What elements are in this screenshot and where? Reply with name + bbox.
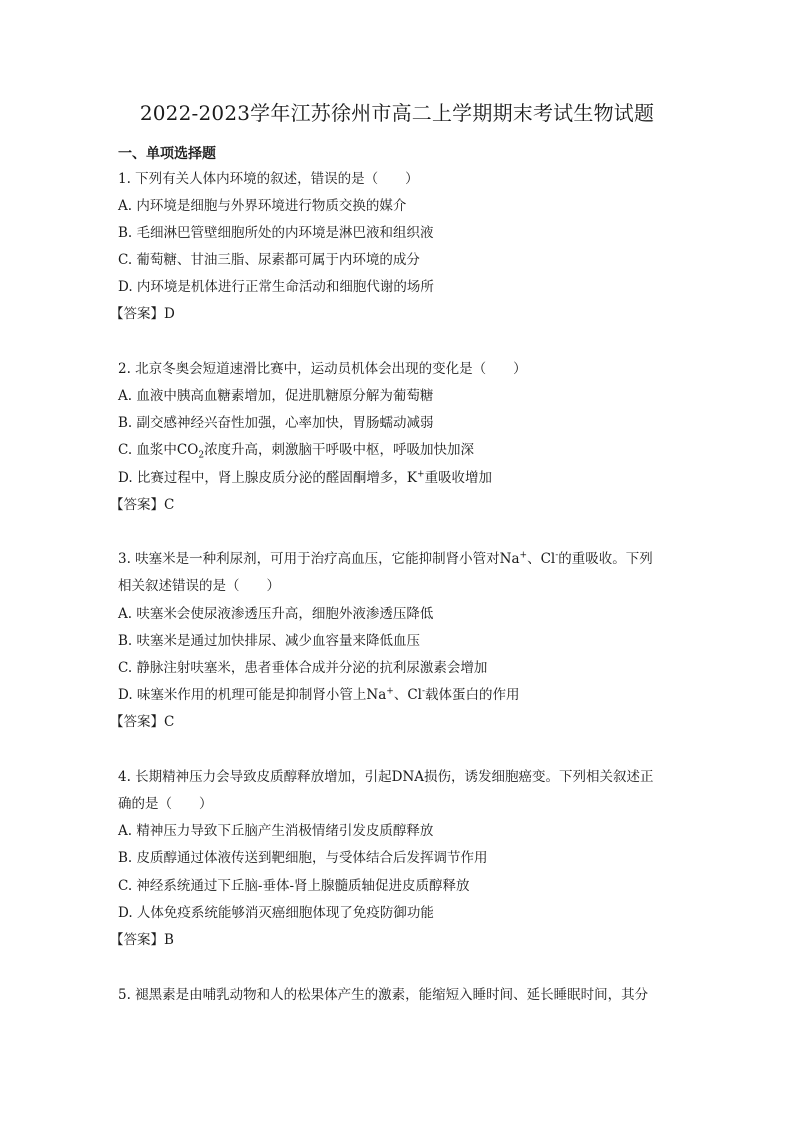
question-1-stem: 1. 下列有关人体内环境的叙述，错误的是（ ） [118,171,419,187]
question-4-answer: 【答案】B [110,932,174,948]
question-1-option-b: B. 毛细淋巴管壁细胞所处的内环境是淋巴液和组织液 [118,225,434,241]
question-2-answer: 【答案】C [110,497,175,513]
question-5-stem: 5. 褪黑素是由哺乳动物和人的松果体产生的激素，能缩短入睡时间、延长睡眠时间，其分 [118,987,649,1003]
question-3-stem: 3. 呋塞米是一种利尿剂，可用于治疗高血压，它能抑制肾小管对Na+、Cl-的重吸收。下列 [118,550,653,567]
question-2-option-b: B. 副交感神经兴奋性加强，心率加快，胃肠蠕动减弱 [118,415,434,431]
question-3-answer: 【答案】C [110,714,175,730]
question-3-option-a: A. 呋塞米会使尿液渗透压升高，细胞外液渗透压降低 [118,606,434,622]
question-3-option-b: B. 呋塞米是通过加快排尿、减少血容量来降低血压 [118,633,421,649]
section-heading: 一、单项选择题 [118,146,216,162]
question-1-answer: 【答案】D [110,306,175,322]
question-2-option-d: D. 比赛过程中，肾上腺皮质分泌的醛固酮增多，K+重吸收增加 [118,469,493,486]
question-2-stem: 2. 北京冬奥会短道速滑比赛中，运动员机体会出现的变化是（ ） [118,361,527,377]
question-4-option-b: B. 皮质醇通过体液传送到靶细胞，与受体结合后发挥调节作用 [118,850,488,866]
question-1-option-c: C. 葡萄糖、甘油三脂、尿素都可属于内环境的成分 [118,252,420,268]
question-4-option-c: C. 神经系统通过下丘脑-垂体-肾上腺髓质轴促进皮质醇释放 [118,878,470,894]
question-3-option-c: C. 静脉注射呋塞米，患者垂体合成并分泌的抗利尿激素会增加 [118,660,488,676]
question-2-option-c: C. 血浆中$CO_2$浓度升高，刺激脑干呼吸中枢，呼吸加快加深 [118,442,475,461]
question-4-option-d: D. 人体免疫系统能够消灭癌细胞体现了免疫防御功能 [118,905,434,921]
document-title: 2022-2023学年江苏徐州市高二上学期期末考试生物试题 [139,101,655,125]
question-3-option-d: D. 味塞米作用的机理可能是抑制肾小管上Na+、Cl-载体蛋白的作用 [118,686,520,703]
question-4-stem-continued: 确的是（ ） [118,796,213,812]
question-1-option-a: A. 内环境是细胞与外界环境进行物质交换的媒介 [118,198,407,214]
question-4-stem: 4. 长期精神压力会导致皮质醇释放增加，引起DNA损伤，诱发细胞癌变。下列相关叙述正 [118,769,654,785]
question-3-stem-continued: 相关叙述错误的是（ ） [118,578,280,594]
question-1-option-d: D. 内环境是机体进行正常生命活动和细胞代谢的场所 [118,279,434,295]
question-4-option-a: A. 精神压力导致下丘脑产生消极情绪引发皮质醇释放 [118,823,434,839]
question-2-option-a: A. 血液中胰高血糖素增加，促进肌糖原分解为葡萄糖 [118,388,434,404]
